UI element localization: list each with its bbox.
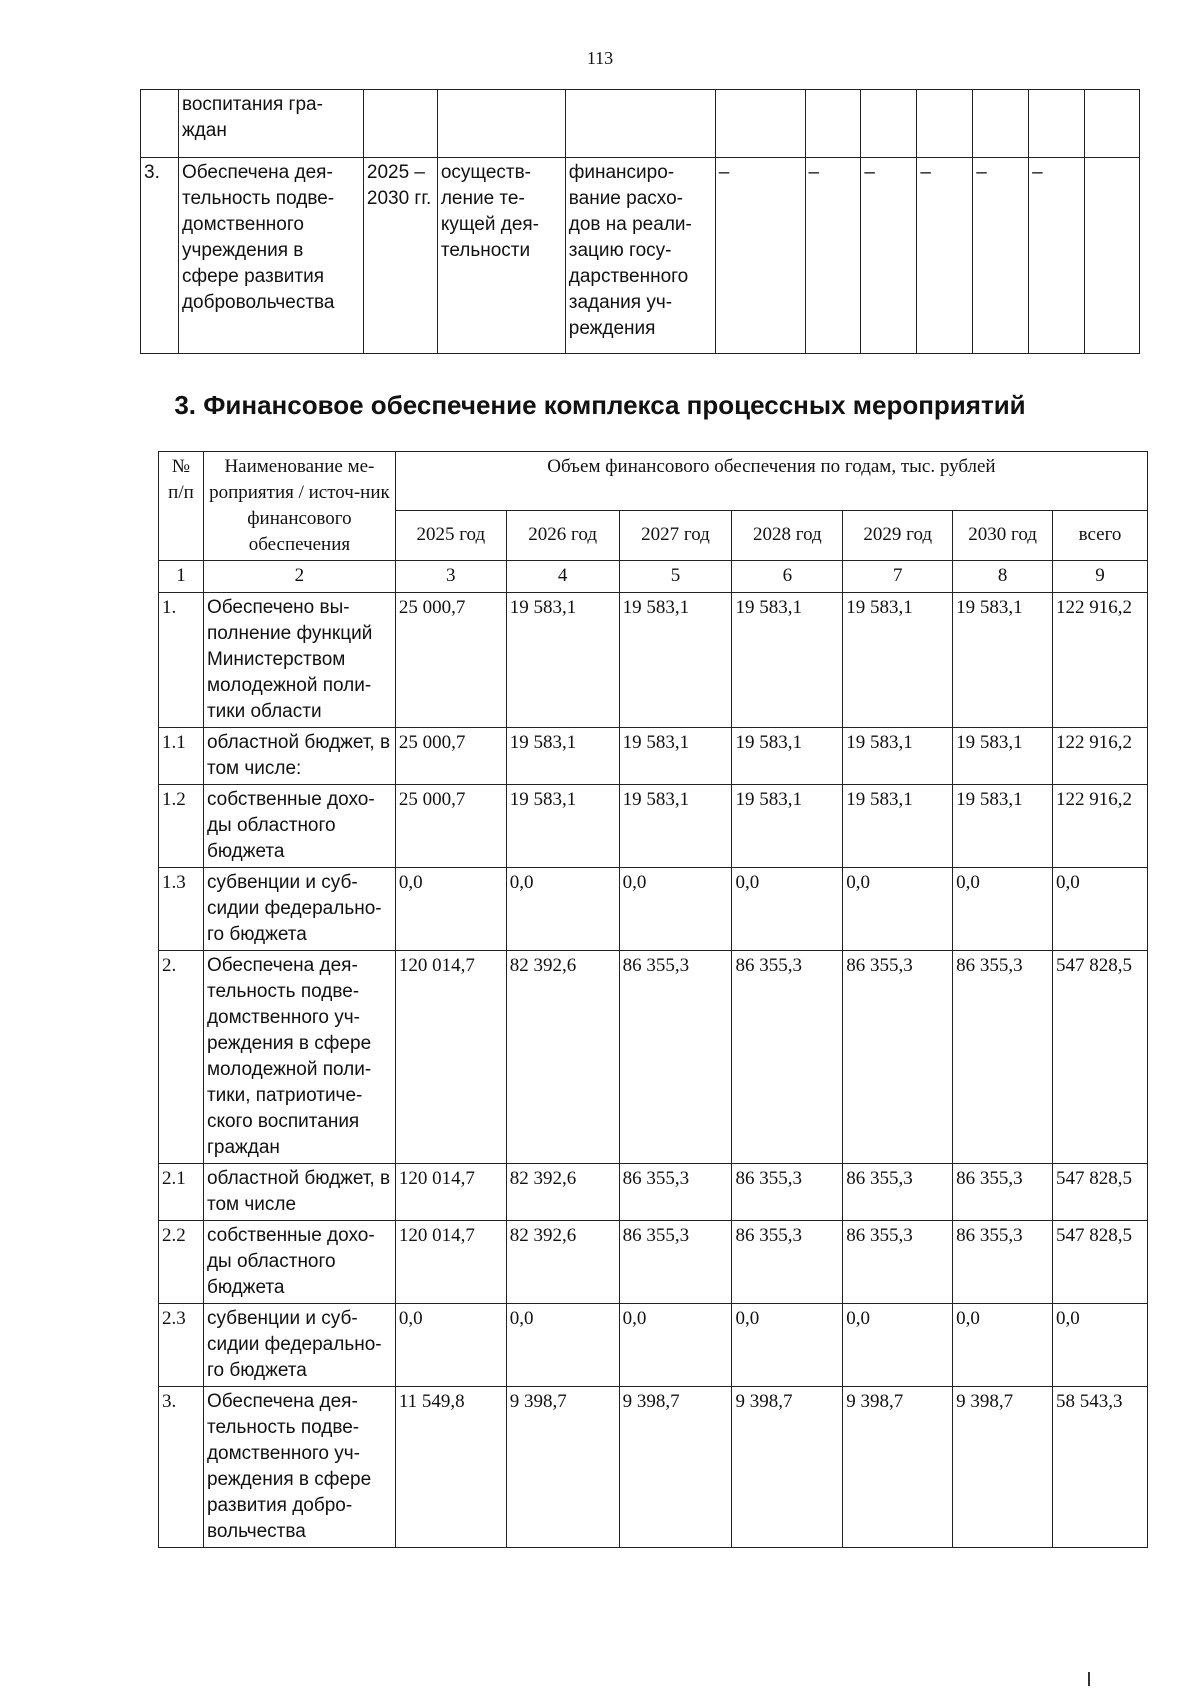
row-value: 86 355,3: [619, 1164, 732, 1221]
row-value: 9 398,7: [843, 1387, 953, 1548]
cell-dash: –: [861, 158, 917, 354]
row-value: 86 355,3: [843, 951, 953, 1164]
header-num: № п/п: [159, 452, 204, 561]
cell-period: 2025 – 2030 гг.: [363, 158, 437, 354]
row-value: 9 398,7: [953, 1387, 1053, 1548]
table-row: [159, 728, 1148, 785]
row-number: 1.2: [159, 785, 204, 868]
row-value: 86 355,3: [953, 1164, 1053, 1221]
cell-name: воспитания гра-ждан: [178, 90, 363, 158]
row-value: 9 398,7: [506, 1387, 619, 1548]
row-value: 120 014,7: [395, 1221, 506, 1304]
row-total: 547 828,5: [1053, 1164, 1148, 1221]
row-name: собственные дохо-ды областного бюджета: [203, 785, 395, 868]
column-index: 4: [506, 561, 619, 593]
table-row: [159, 785, 1148, 868]
row-number: 2.3: [159, 1304, 204, 1387]
row-value: 86 355,3: [953, 951, 1053, 1164]
cell-dash: –: [917, 158, 973, 354]
row-value: 0,0: [619, 1304, 732, 1387]
row-value: 19 583,1: [953, 593, 1053, 728]
row-value: 86 355,3: [619, 951, 732, 1164]
row-total: 0,0: [1053, 868, 1148, 951]
header-year: 2030 год: [953, 510, 1053, 560]
row-value: 86 355,3: [843, 1221, 953, 1304]
column-index: 7: [843, 561, 953, 593]
cell-num: 3.: [141, 158, 179, 354]
column-index: 6: [732, 561, 843, 593]
row-value: 86 355,3: [619, 1221, 732, 1304]
row-value: 0,0: [732, 1304, 843, 1387]
column-index: 1: [159, 561, 204, 593]
row-name: Обеспечена дея-тельность подве-домственного уч-реждения в сфере развития добро-вольчества: [203, 1387, 395, 1548]
table-row: [159, 1221, 1148, 1304]
row-name: субвенции и суб-сидии федерально-го бюджета: [203, 1304, 395, 1387]
table-row: [141, 158, 1140, 354]
section-title: 3. Финансовое обеспечение комплекса процессных мероприятий: [174, 390, 1026, 420]
cell-type: осуществ-ление те-кущей дея-тельности: [437, 158, 565, 354]
row-value: 86 355,3: [843, 1164, 953, 1221]
row-name: собственные дохо-ды областного бюджета: [203, 1221, 395, 1304]
row-value: 0,0: [843, 1304, 953, 1387]
column-index: 9: [1053, 561, 1148, 593]
row-value: 9 398,7: [732, 1387, 843, 1548]
row-value: 0,0: [506, 1304, 619, 1387]
table-row: [159, 951, 1148, 1164]
row-number: 1.1: [159, 728, 204, 785]
row-value: 86 355,3: [732, 951, 843, 1164]
row-value: 19 583,1: [619, 728, 732, 785]
financing-table: [158, 451, 1148, 1548]
row-value: 25 000,7: [395, 785, 506, 868]
row-number: 2.2: [159, 1221, 204, 1304]
row-value: 82 392,6: [506, 1164, 619, 1221]
row-value: 25 000,7: [395, 593, 506, 728]
header-name: Наименование ме-роприятия / источ-ник финансового обеспечения: [203, 452, 395, 561]
column-index: 8: [953, 561, 1053, 593]
row-value: 11 549,8: [395, 1387, 506, 1548]
page-number: 113: [586, 48, 614, 68]
row-number: 3.: [159, 1387, 204, 1548]
cell-name: Обеспечена дея-тельность подве-домственного учреждения в сфере развития добровольчества: [178, 158, 363, 354]
row-value: 0,0: [843, 868, 953, 951]
row-value: 19 583,1: [732, 728, 843, 785]
row-name: областной бюджет, в том числе: [203, 1164, 395, 1221]
column-index: 2: [203, 561, 395, 593]
table-row: [159, 1387, 1148, 1548]
row-value: 19 583,1: [953, 728, 1053, 785]
row-total: 547 828,5: [1053, 1221, 1148, 1304]
header-row: [159, 452, 1148, 511]
row-value: 0,0: [395, 1304, 506, 1387]
row-value: 82 392,6: [506, 951, 619, 1164]
header-year: 2029 год: [843, 510, 953, 560]
row-value: 19 583,1: [506, 785, 619, 868]
row-number: 1.3: [159, 868, 204, 951]
row-name: субвенции и суб-сидии федерально-го бюджета: [203, 868, 395, 951]
row-value: 0,0: [953, 1304, 1053, 1387]
row-value: 82 392,6: [506, 1221, 619, 1304]
row-value: 19 583,1: [619, 593, 732, 728]
activities-table-continuation: [140, 89, 1140, 354]
row-value: 86 355,3: [732, 1221, 843, 1304]
header-year: 2027 год: [619, 510, 732, 560]
header-year: 2025 год: [395, 510, 506, 560]
row-value: 19 583,1: [843, 785, 953, 868]
header-year: 2028 год: [732, 510, 843, 560]
column-index: 3: [395, 561, 506, 593]
table-row: [159, 868, 1148, 951]
row-value: 25 000,7: [395, 728, 506, 785]
index-row: [159, 561, 1148, 593]
cell-dash: –: [973, 158, 1029, 354]
column-index: 5: [619, 561, 732, 593]
row-value: 0,0: [732, 868, 843, 951]
table-row: [159, 593, 1148, 728]
row-value: 19 583,1: [843, 593, 953, 728]
row-number: 2.: [159, 951, 204, 1164]
row-value: 9 398,7: [619, 1387, 732, 1548]
row-value: 120 014,7: [395, 1164, 506, 1221]
row-value: 19 583,1: [506, 593, 619, 728]
page-edge-mark: [1088, 1672, 1090, 1686]
row-value: 0,0: [395, 868, 506, 951]
cell-dash: –: [805, 158, 861, 354]
row-value: 0,0: [953, 868, 1053, 951]
row-value: 19 583,1: [732, 785, 843, 868]
row-total: 122 916,2: [1053, 728, 1148, 785]
row-value: 120 014,7: [395, 951, 506, 1164]
row-value: 86 355,3: [732, 1164, 843, 1221]
row-total: 0,0: [1053, 1304, 1148, 1387]
table-row: [159, 1304, 1148, 1387]
row-value: 0,0: [619, 868, 732, 951]
row-value: 19 583,1: [953, 785, 1053, 868]
table-row: [141, 90, 1140, 158]
row-name: Обеспечено вы-полнение функций Министерством молодежной поли-тики области: [203, 593, 395, 728]
row-total: 547 828,5: [1053, 951, 1148, 1164]
row-value: 19 583,1: [506, 728, 619, 785]
row-total: 58 543,3: [1053, 1387, 1148, 1548]
row-value: 86 355,3: [953, 1221, 1053, 1304]
financing-table-body: [159, 593, 1148, 1548]
row-value: 19 583,1: [619, 785, 732, 868]
header-volume: Объем финансового обеспечения по годам, тыс. рублей: [395, 452, 1147, 511]
header-total: всего: [1053, 510, 1148, 560]
cell-dash: –: [715, 158, 805, 354]
row-value: 0,0: [506, 868, 619, 951]
cell-description: финансиро-вание расхо-дов на реали-зацию госу-дарственного задания уч-реждения: [565, 158, 715, 354]
table-row: [159, 1164, 1148, 1221]
row-total: 122 916,2: [1053, 593, 1148, 728]
row-name: Обеспечена дея-тельность подве-домственного уч-реждения в сфере молодежной поли-тики, патриотиче-ского воспитания граждан: [203, 951, 395, 1164]
cell-dash: –: [1029, 158, 1085, 354]
row-number: 2.1: [159, 1164, 204, 1221]
row-number: 1.: [159, 593, 204, 728]
row-value: 19 583,1: [732, 593, 843, 728]
row-name: областной бюджет, в том числе:: [203, 728, 395, 785]
row-total: 122 916,2: [1053, 785, 1148, 868]
header-year: 2026 год: [506, 510, 619, 560]
row-value: 19 583,1: [843, 728, 953, 785]
